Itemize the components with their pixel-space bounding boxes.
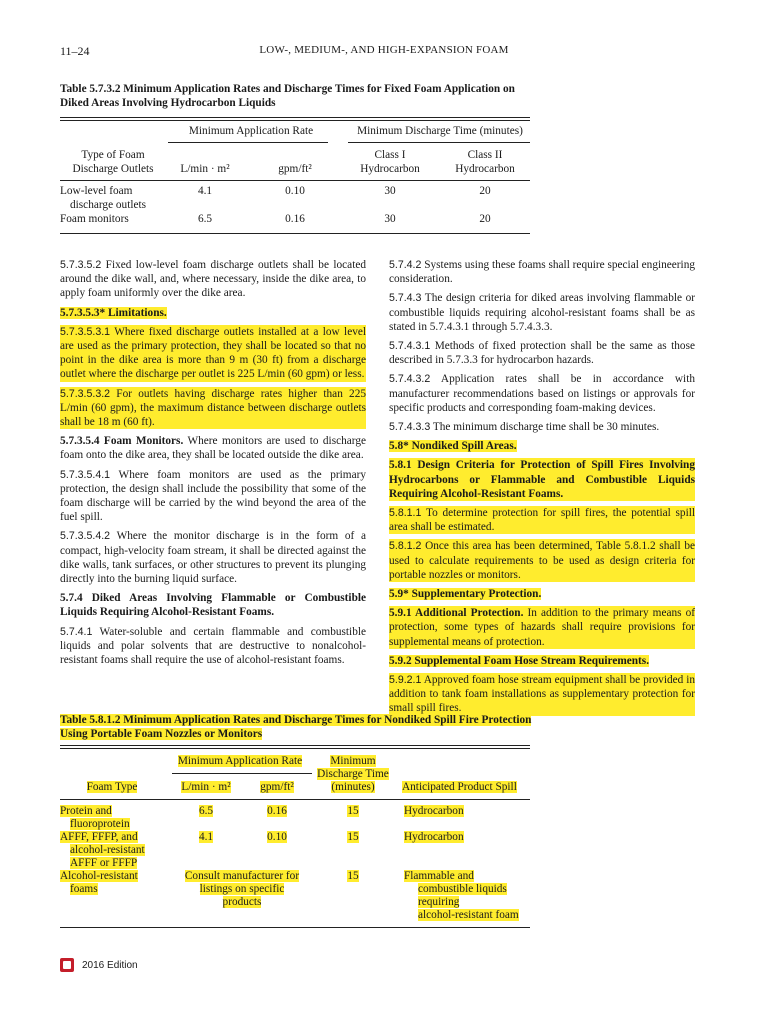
para-text: The minimum discharge time shall be 30 minutes. xyxy=(432,421,660,434)
para-text: To determine protection for spill fires, the potential spill area shall be estimated. xyxy=(389,507,695,534)
para-5-8-1-2 xyxy=(389,539,695,582)
para-5-7-3-5-3-2 xyxy=(60,387,366,430)
cell-text: Hydrocarbon xyxy=(404,805,464,817)
para-text: Approved foam hose stream equipment shall be provided in addition to tank foam installations as supplementary protection for small spill fires. xyxy=(389,674,695,715)
t2-r3-time xyxy=(314,870,392,882)
t2-r1-gpm xyxy=(242,805,312,817)
header-text: Minimum xyxy=(330,755,376,767)
para-5-7-3-5-2 xyxy=(60,258,366,301)
table-5-8-1-2-caption xyxy=(60,713,532,741)
para-num: 5.7.3.5.2 xyxy=(60,259,102,271)
para-5-9-2-1 xyxy=(389,673,695,716)
t1-r1-type-l2: discharge outlets xyxy=(70,199,147,211)
heading-5-9-2 xyxy=(389,654,695,668)
header-text: Minimum Application Rate xyxy=(177,755,303,767)
para-text: Where the monitor discharge is in the form of a compact, high-velocity foam stream, it shall be directed against the dike walls, tank surfaces, or other structures to prevent its plunging directly into the burning liquid surface. xyxy=(60,530,366,586)
t1-r2-gpm: 0.16 xyxy=(285,213,305,225)
header-text: gpm/ft² xyxy=(260,781,294,793)
para-num: 5.7.3.5.3.2 xyxy=(60,387,111,400)
right-column xyxy=(389,258,695,721)
left-column xyxy=(60,258,366,672)
t2-r2-spill xyxy=(404,831,464,843)
t1-r1-c1: 30 xyxy=(384,185,396,197)
para-5-7-3-5-4-1 xyxy=(60,468,366,525)
para-text: For outlets having discharge rates higher than 225 L/min (60 gpm), the maximum distance between discharge outlets shall be 18 m (60 ft). xyxy=(60,387,366,429)
para-text: Where monitors are used to discharge foam onto the dike area, they shall be located outside the dike area. xyxy=(60,435,366,462)
para-num: 5.7.4.3.3 xyxy=(389,421,431,434)
t1-group-time: Minimum Discharge Time (minutes) xyxy=(357,125,523,137)
para-5-9-1 xyxy=(389,606,695,649)
para-text: Water-soluble and certain flammable and combustible liquids and polar solvents that are destructive to nonalcohol-resistant foams shall require the use of alcohol-resistant foams. xyxy=(60,625,366,667)
caption-text: Table 5.8.1.2 Minimum Application Rates and Discharge Times for Nondiked Spill Fire Protection Using Portable Foam Nozzles or Monitors xyxy=(60,714,532,740)
cell-text: 0.16 xyxy=(267,805,287,817)
heading-text: 5.7.4 Diked Areas Involving Flammable or Combustible Liquids Requiring Alcohol-Resistant Foams. xyxy=(60,592,366,619)
t2-col-foam xyxy=(60,781,164,793)
heading-5-9 xyxy=(389,587,695,601)
heading-text: 5.9* Supplementary Protection. xyxy=(389,588,542,601)
para-num: 5.7.4.1 xyxy=(60,625,93,638)
para-5-7-3-5-4 xyxy=(60,434,366,462)
t2-r3-rate xyxy=(168,870,316,909)
para-num: 5.7.3.5.4.2 xyxy=(60,530,111,543)
para-num: 5.8.1.1 xyxy=(389,507,422,520)
cell-text: AFFF or FFFP xyxy=(70,857,138,869)
para-text: The design criteria for diked areas involving flammable or combustible liquids requiring alcohol-resistant foams shall be as stated in 5.7.4.3.1 through 5.7.4.3.3. xyxy=(389,292,695,333)
cell-text: 0.10 xyxy=(267,831,287,843)
t2-col-spill xyxy=(402,781,517,793)
header-text: L/min · m² xyxy=(181,781,231,793)
t2-r1-spill xyxy=(404,805,464,817)
edition-label: 2016 Edition xyxy=(82,959,138,971)
heading-text: 5.8.1 Design Criteria for Protection of Spill Fires Involving Hydrocarbons or Flammable and Combustible Liquids Requiring Alcohol-Resistant Foams. xyxy=(389,459,695,500)
para-5-8-1-1 xyxy=(389,506,695,534)
t1-r2-c1: 30 xyxy=(384,213,396,225)
para-5-7-4-3 xyxy=(389,291,695,334)
cell-text: foams xyxy=(70,883,98,895)
para-num: 5.7.4.3 xyxy=(389,292,422,305)
cell-text: 15 xyxy=(347,831,359,843)
t1-col-c1-l1: Class I xyxy=(374,149,406,161)
t1-r1-gpm: 0.10 xyxy=(285,185,305,197)
cell-text: Flammable and xyxy=(404,870,474,882)
t1-col-type-l1: Type of Foam xyxy=(81,149,145,161)
para-5-7-4-3-2 xyxy=(389,372,695,415)
para-text: Methods of fixed protection shall be the same as those described in 5.7.3.3 for hydrocarbon hazards. xyxy=(389,340,695,367)
t1-col-c2-l2: Hydrocarbon xyxy=(455,163,515,175)
t1-group-rate: Minimum Application Rate xyxy=(188,125,314,137)
heading-5-7-4 xyxy=(60,591,366,619)
t1-col-type-l2: Discharge Outlets xyxy=(72,163,154,175)
heading-text: 5.7.3.5.4 Foam Monitors. xyxy=(60,435,184,448)
cell-text: 15 xyxy=(347,805,359,817)
footer xyxy=(60,958,138,972)
para-5-7-4-2 xyxy=(389,258,695,286)
para-num: 5.9.2.1 xyxy=(389,674,422,687)
para-text: Where foam monitors are used as the primary protection, the design shall include the possibility that some of the foam discharge will be carried by the wind beyond the area of the fuel spill. xyxy=(60,468,366,524)
para-5-7-4-3-1 xyxy=(389,339,695,367)
running-title: LOW-, MEDIUM-, AND HIGH-EXPANSION FOAM xyxy=(259,44,509,56)
t1-r1-c2: 20 xyxy=(479,185,491,197)
para-text: Systems using these foams shall require special engineering consideration. xyxy=(389,259,695,286)
t2-r2-lmin xyxy=(168,831,244,843)
cell-text: Hydrocarbon xyxy=(404,831,464,843)
header-text: Discharge Time xyxy=(317,768,389,780)
cell-text: combustible liquids xyxy=(418,883,507,895)
t1-r2-c2: 20 xyxy=(479,213,491,225)
heading-5-8-1 xyxy=(389,458,695,501)
para-5-7-4-3-3 xyxy=(389,420,695,434)
cell-text: Alcohol-resistant xyxy=(60,870,138,882)
table-5-7-3-2-caption: Table 5.7.3.2 Minimum Application Rates and Discharge Times for Fixed Foam Application on Diked Areas Involving Hydrocarbon Liquids xyxy=(60,83,515,109)
t1-r1-lmin: 4.1 xyxy=(197,185,213,197)
heading-text: 5.9.1 Additional Protection. xyxy=(389,607,524,620)
cell-text: products xyxy=(222,896,262,908)
t2-r1-time xyxy=(314,805,392,817)
para-num: 5.7.4.2 xyxy=(389,259,422,271)
heading-text: 5.8* Nondiked Spill Areas. xyxy=(389,440,517,453)
t2-r1-lmin xyxy=(168,805,244,817)
cell-text: Protein and xyxy=(60,805,112,817)
para-5-7-3-5-3-1 xyxy=(60,325,366,382)
para-num: 5.8.1.2 xyxy=(389,540,422,553)
t2-r2-gpm xyxy=(242,831,312,843)
t2-r3-spill xyxy=(404,870,519,922)
para-text: Application rates shall be in accordance with manufacturer recommendations based on listings or approvals for specific products and corresponding foam-making devices. xyxy=(389,373,695,414)
heading-text: 5.9.2 Supplemental Foam Hose Stream Requirements. xyxy=(389,654,650,667)
cell-text: alcohol-resistant xyxy=(70,844,145,856)
t2-col-time xyxy=(314,755,392,794)
cell-text: listings on specific xyxy=(199,883,285,895)
t2-r1-foam xyxy=(60,805,130,831)
para-text: In addition to the primary means of protection, some types of hazards shall require provisions for supplemental means of protection. xyxy=(389,607,696,648)
para-text: Fixed low-level foam discharge outlets shall be located around the dike wall, and, where necessary, inside the dike area, to apply foam uniformly over the dike area. xyxy=(60,259,366,300)
t1-col-lmin: L/min · m² xyxy=(180,163,230,175)
header-text: Anticipated Product Spill xyxy=(402,781,517,793)
t2-r2-foam xyxy=(60,831,145,870)
heading-text: 5.7.3.5.3* Limitations. xyxy=(60,306,167,319)
heading-5-8 xyxy=(389,439,695,453)
t1-r2-lmin: 6.5 xyxy=(197,213,213,225)
cell-text: requiring xyxy=(418,896,460,908)
cell-text: 15 xyxy=(347,870,359,882)
para-text: Where fixed discharge outlets installed at a low level are used as the primary protection, they shall be located so that no point in the dike area is more than 9 m (30 ft) from a discharge outlet where the discharge per outlet is 225 L/min (60 gpm) or less. xyxy=(60,325,367,381)
cell-text: alcohol-resistant foam xyxy=(418,909,519,921)
para-text: Once this area has been determined, Table 5.8.1.2 shall be used to calculate requirements to be used as design criteria for portable nozzles or monitors. xyxy=(389,540,695,581)
t2-r3-foam xyxy=(60,870,138,896)
para-num: 5.7.4.3.1 xyxy=(389,340,431,353)
t2-r2-time xyxy=(314,831,392,843)
cell-text: Consult manufacturer for xyxy=(184,870,300,882)
para-num: 5.7.4.3.2 xyxy=(389,373,431,386)
t1-col-c1-l2: Hydrocarbon xyxy=(360,163,420,175)
t1-col-c2-l1: Class II xyxy=(467,149,503,161)
para-5-7-3-5-4-2 xyxy=(60,529,366,586)
para-5-7-4-1 xyxy=(60,625,366,668)
t2-col-lmin xyxy=(168,781,244,793)
t2-group-rate xyxy=(170,755,310,767)
heading-5-7-3-5-3 xyxy=(60,306,366,320)
cell-text: AFFF, FFFP, and xyxy=(60,831,138,843)
t1-r1-type: Low-level foam xyxy=(60,185,133,197)
para-num: 5.7.3.5.3.1 xyxy=(60,325,111,338)
cell-text: fluoroprotein xyxy=(70,818,130,830)
page-number: 11–24 xyxy=(60,44,90,58)
t2-col-gpm xyxy=(242,781,312,793)
cell-text: 6.5 xyxy=(198,805,214,817)
t1-col-gpm: gpm/ft² xyxy=(278,163,312,175)
header-text: (minutes) xyxy=(331,781,375,793)
cell-text: 4.1 xyxy=(198,831,214,843)
header-text: Foam Type xyxy=(86,781,138,793)
nfpa-logo-icon xyxy=(60,958,74,972)
para-num: 5.7.3.5.4.1 xyxy=(60,468,111,481)
t1-r2-type: Foam monitors xyxy=(60,213,129,225)
